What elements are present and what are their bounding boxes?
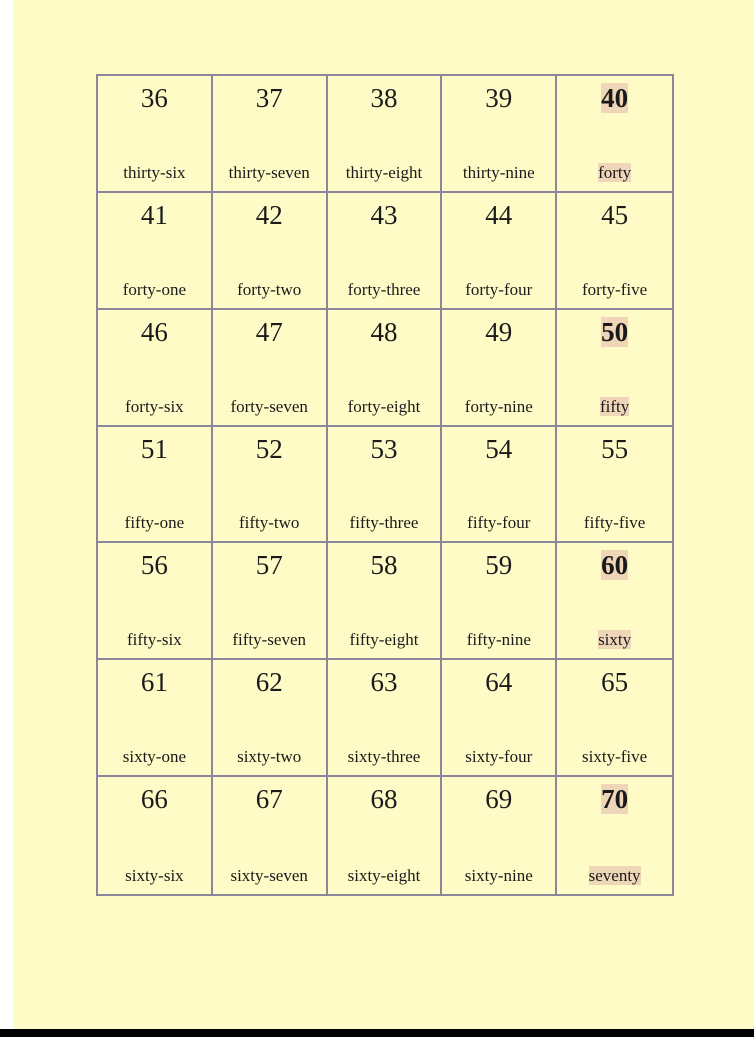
- cell-number: 59: [485, 550, 513, 581]
- cell-word: fifty-one: [124, 513, 185, 533]
- cell-word: forty-one: [122, 279, 187, 299]
- number-cell: [328, 543, 443, 660]
- cell-word: forty: [598, 162, 632, 182]
- number-cell: [442, 76, 557, 193]
- cell-word: fifty-five: [583, 513, 646, 533]
- number-cell: [328, 777, 443, 894]
- cell-number: 66: [140, 784, 168, 815]
- cell-word: forty-four: [465, 279, 533, 299]
- cell-number: 37: [255, 83, 283, 113]
- number-cell: [442, 310, 557, 427]
- cell-number: 69: [485, 784, 513, 815]
- number-cell: [557, 660, 672, 777]
- cell-word: thirty-nine: [462, 162, 535, 182]
- cell-word: thirty-eight: [345, 162, 423, 182]
- number-cell: [98, 310, 213, 427]
- cell-number: 64: [485, 667, 513, 698]
- number-cell: [442, 427, 557, 544]
- number-cell: [442, 193, 557, 310]
- number-cell: [98, 543, 213, 660]
- number-cell: [98, 427, 213, 544]
- cell-word: sixty-five: [582, 747, 648, 767]
- number-cell: [98, 777, 213, 894]
- number-cell: [98, 193, 213, 310]
- cell-number: 45: [601, 199, 629, 230]
- number-cell: [98, 76, 213, 193]
- bottom-edge-bar: [0, 1029, 754, 1037]
- cell-word: forty-eight: [347, 396, 421, 416]
- number-cell: [98, 660, 213, 777]
- cell-word: fifty: [599, 396, 630, 416]
- number-cell: [213, 193, 328, 310]
- number-cell: [213, 543, 328, 660]
- number-cell: [557, 310, 672, 427]
- number-cell: [442, 543, 557, 660]
- number-cell: [557, 427, 672, 544]
- number-cell: [328, 660, 443, 777]
- cell-word: sixty: [598, 630, 632, 650]
- number-cell: [328, 76, 443, 193]
- cell-word: thirty-six: [123, 162, 186, 182]
- cell-number: 67: [255, 784, 283, 815]
- cell-word: thirty-seven: [228, 162, 310, 182]
- cell-number: 39: [485, 83, 513, 113]
- cell-number: 58: [370, 550, 398, 581]
- cell-number: 41: [140, 199, 168, 230]
- cell-number: 60: [601, 550, 629, 581]
- cell-number: 68: [370, 784, 398, 815]
- number-cell: [213, 310, 328, 427]
- cell-number: 70: [601, 784, 629, 815]
- cell-word: fifty-six: [127, 630, 182, 650]
- cell-number: 51: [140, 433, 168, 464]
- cell-word: sixty-six: [125, 865, 184, 885]
- cell-word: seventy: [588, 865, 641, 885]
- cell-number: 53: [370, 433, 398, 464]
- cell-number: 65: [601, 667, 629, 698]
- cell-number: 48: [370, 316, 398, 347]
- cell-word: sixty-nine: [464, 865, 533, 885]
- cell-number: 62: [255, 667, 283, 698]
- cell-word: sixty-one: [122, 747, 187, 767]
- cell-number: 50: [601, 316, 629, 347]
- cell-number: 36: [140, 83, 168, 113]
- number-cell: [328, 310, 443, 427]
- cell-number: 55: [601, 433, 629, 464]
- cell-number: 56: [140, 550, 168, 581]
- cell-number: 44: [485, 199, 513, 230]
- cell-word: fifty-two: [238, 513, 300, 533]
- number-cell: [557, 543, 672, 660]
- number-cell: [213, 660, 328, 777]
- cell-number: 40: [601, 83, 629, 113]
- number-cell: [557, 777, 672, 894]
- cell-word: forty-seven: [230, 396, 308, 416]
- cell-word: sixty-seven: [230, 865, 308, 885]
- cell-word: forty-three: [347, 279, 421, 299]
- cell-word: forty-two: [237, 279, 302, 299]
- cell-word: sixty-eight: [347, 865, 421, 885]
- cell-word: fifty-four: [467, 513, 531, 533]
- number-cell: [557, 193, 672, 310]
- cell-word: fifty-eight: [349, 630, 419, 650]
- number-cell: [328, 193, 443, 310]
- cell-number: 49: [485, 316, 513, 347]
- cell-word: sixty-three: [347, 747, 421, 767]
- cell-word: forty-five: [582, 279, 648, 299]
- cell-word: sixty-four: [465, 747, 533, 767]
- number-cell: [557, 76, 672, 193]
- cell-number: 63: [370, 667, 398, 698]
- number-cell: [442, 660, 557, 777]
- number-cell: [213, 427, 328, 544]
- cell-number: 42: [255, 199, 283, 230]
- number-chart-grid: [96, 74, 674, 896]
- cell-number: 54: [485, 433, 513, 464]
- cell-word: fifty-seven: [232, 630, 307, 650]
- cell-word: forty-six: [125, 396, 184, 416]
- cell-number: 46: [140, 316, 168, 347]
- cell-word: forty-nine: [464, 396, 533, 416]
- number-cell: [442, 777, 557, 894]
- cell-word: fifty-three: [349, 513, 419, 533]
- number-cell: [213, 777, 328, 894]
- cell-number: 57: [255, 550, 283, 581]
- cell-number: 38: [370, 83, 398, 113]
- cell-number: 52: [255, 433, 283, 464]
- cell-number: 47: [255, 316, 283, 347]
- cell-number: 61: [140, 667, 168, 698]
- cell-number: 43: [370, 199, 398, 230]
- cell-word: fifty-nine: [466, 630, 531, 650]
- cell-word: sixty-two: [237, 747, 302, 767]
- number-cell: [213, 76, 328, 193]
- number-cell: [328, 427, 443, 544]
